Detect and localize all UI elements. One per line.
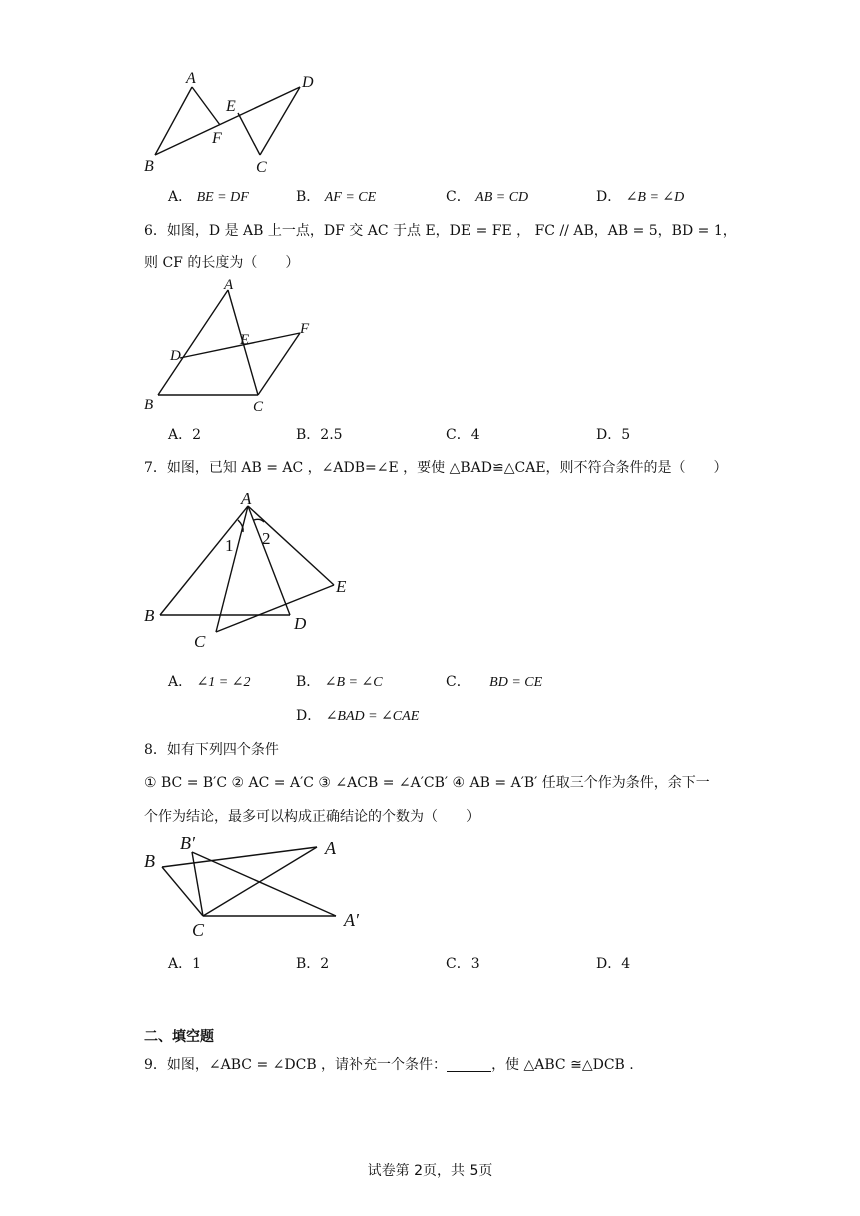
question-text: 如图，∠ABC = ∠DCB ，请补充一个条件： <box>166 1057 448 1073</box>
option-letter: B． <box>296 674 321 690</box>
option-text: 5 <box>621 427 631 443</box>
option-letter: B． <box>296 956 321 972</box>
option-text: ∠B = ∠D <box>625 190 685 205</box>
option-letter: C． <box>446 674 471 690</box>
figure-q5 <box>140 65 330 180</box>
q8-option-b[interactable] <box>296 953 329 973</box>
fig6-label-f: F <box>300 321 310 337</box>
fig7-label-a: A <box>241 489 252 508</box>
fig5-label-e: E <box>226 98 236 115</box>
question-number: 6． <box>144 223 167 239</box>
fig6-label-e: E <box>240 332 250 348</box>
q6-option-a[interactable] <box>168 424 201 444</box>
fig7-label-b: B <box>144 606 155 625</box>
q6-option-d[interactable] <box>596 424 630 444</box>
option-text: 2.5 <box>320 427 343 443</box>
q9-stem <box>144 1054 634 1074</box>
fig6-label-a: A <box>224 278 234 293</box>
q5-option-c[interactable] <box>446 186 528 206</box>
option-text: ∠B = ∠C <box>324 675 383 690</box>
fig5-label-a: A <box>186 70 196 87</box>
option-text: ∠BAD = ∠CAE <box>325 709 420 724</box>
q5-option-a[interactable] <box>168 186 249 206</box>
fig5-label-d: D <box>302 74 314 91</box>
answer-blank[interactable] <box>447 1057 491 1072</box>
fig8-label-c: C <box>192 920 205 940</box>
fig6-label-b: B <box>144 397 154 413</box>
q7-option-c[interactable] <box>446 671 542 691</box>
q8-option-a[interactable] <box>168 953 201 973</box>
option-text: AB = CD <box>475 190 529 205</box>
q7-option-b[interactable] <box>296 671 383 691</box>
option-text: 4 <box>621 956 631 972</box>
fig8-label-a: A <box>325 838 336 858</box>
option-letter: C． <box>446 189 471 205</box>
page-footer: 试卷第 2页，共 5页 <box>367 1163 493 1179</box>
q7-option-d[interactable] <box>296 705 419 725</box>
question-text: 如图，D 是 AB 上一点，DF 交 AC 于点 E，DE = FE ， FC // AB，AB = 5，BD = 1， <box>166 223 737 239</box>
figure-q8 <box>140 830 380 942</box>
option-letter: A． <box>168 427 193 443</box>
option-text: BE = DF <box>196 190 249 205</box>
option-letter: A． <box>168 674 193 690</box>
q8-stem-line3: 个作为结论，最多可以构成正确结论的个数为（ ） <box>144 809 480 825</box>
option-text: 3 <box>470 956 480 972</box>
option-text: BD = CE <box>489 675 543 690</box>
q8-stem-line1 <box>144 739 279 759</box>
fig8-label-bprime: B′ <box>180 833 195 853</box>
option-letter: C． <box>446 956 471 972</box>
option-text: 1 <box>192 956 202 972</box>
fig7-label-2: 2 <box>262 529 271 548</box>
option-letter: B． <box>296 427 321 443</box>
fig8-label-aprime: A′ <box>344 910 359 930</box>
fig6-label-d: D <box>170 348 181 364</box>
figure-q7 <box>140 484 370 656</box>
question-text: 如有下列四个条件 <box>166 742 279 758</box>
option-letter: D． <box>596 189 622 205</box>
fig6-label-c: C <box>253 399 264 415</box>
option-letter: D． <box>596 956 622 972</box>
fig5-label-c: C <box>256 159 267 176</box>
question-number: 9． <box>144 1057 167 1073</box>
option-letter: C． <box>446 427 471 443</box>
fig7-label-e: E <box>336 577 347 596</box>
fig8-label-b: B <box>144 851 155 871</box>
fig5-label-b: B <box>144 158 154 175</box>
q6-stem-line2: 则 CF 的长度为（ ） <box>144 255 300 271</box>
section-heading: 二、填空题 <box>144 1029 214 1045</box>
q8-stem-line2: ① BC = B′C ② AC = A′C ③ ∠ACB = ∠A′CB′ ④ AB = A′B′ 任取三个作为条件，余下一 <box>144 775 710 791</box>
option-text: 2 <box>320 956 330 972</box>
question-number: 8． <box>144 742 167 758</box>
q8-option-d[interactable] <box>596 953 630 973</box>
q7-option-a[interactable] <box>168 671 251 691</box>
q5-option-b[interactable] <box>296 186 376 206</box>
figure-q6 <box>140 278 330 418</box>
option-letter: A． <box>168 189 193 205</box>
question-text: 如图，已知 AB = AC ，∠ADB=∠E ，要使 △BAD≌△CAE，则不符合条件的是（ ） <box>166 460 728 476</box>
q6-stem-line1 <box>144 220 737 240</box>
question-number: 7． <box>144 460 167 476</box>
fig7-label-c: C <box>194 632 206 651</box>
q7-stem <box>144 457 728 477</box>
option-text: ∠1 = ∠2 <box>196 675 251 690</box>
option-text: 2 <box>192 427 202 443</box>
option-text: AF = CE <box>324 190 377 205</box>
option-letter: D． <box>296 708 322 724</box>
fig7-label-d: D <box>294 614 307 633</box>
q6-option-b[interactable] <box>296 424 343 444</box>
option-letter: B． <box>296 189 321 205</box>
option-text: 4 <box>470 427 480 443</box>
q8-option-c[interactable] <box>446 953 480 973</box>
question-text-after: ，使 △ABC ≅△DCB . <box>491 1057 634 1073</box>
q6-option-c[interactable] <box>446 424 480 444</box>
q5-option-d[interactable] <box>596 186 684 206</box>
fig7-label-1: 1 <box>225 536 234 555</box>
option-letter: D． <box>596 427 622 443</box>
fig5-label-f: F <box>212 130 222 147</box>
option-letter: A． <box>168 956 193 972</box>
